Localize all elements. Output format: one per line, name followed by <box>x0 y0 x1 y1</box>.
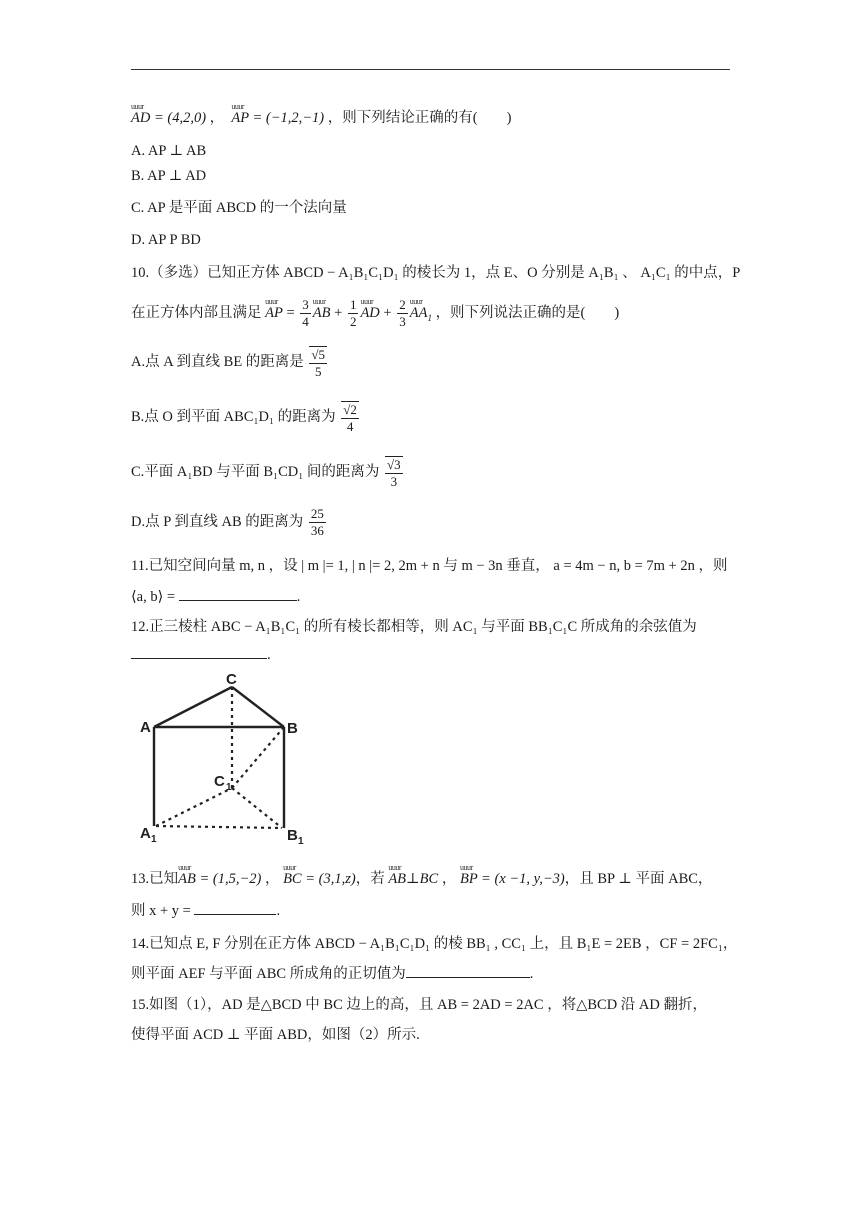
q11-line2: ⟨a, b⟩ = . <box>131 589 301 605</box>
q11-line1: 11.已知空间向量 m, n ，设 | m |= 1, | n |= 2, 2m + n 与 m − 3n 垂直， a = 4m − n, b = 7m + 2n ，则 <box>131 558 728 574</box>
q9-vector-ad: uuur AD = (4,2,0) <box>131 108 206 128</box>
q9-option-d: D. AP P BD <box>131 232 201 248</box>
q12-line1: 12.正三棱柱 ABC − A₁B₁C₁ 的所有棱长都相等，则 AC₁ 与平面 BB₁C₁C 所成角的余弦值为 <box>131 619 697 635</box>
q13-answer-blank[interactable] <box>194 902 276 915</box>
q14-line1: 14.已知点 E, F 分别在正方体 ABCD − A₁B₁C₁D₁ 的棱 BB₁ , CC₁ 上，且 B₁E = 2EB ，CF = 2FC₁， <box>131 936 738 952</box>
q9-stem: uuur AD = (4,2,0) ， uuur AP = (−1,2,−1) ，则下列结论正确的有( ) <box>131 108 731 128</box>
label-B: B <box>287 720 298 737</box>
q10-option-b: B.点 O 到平面 ABC₁D₁ 的距离为 $\frac{√2}{4}$ <box>131 401 357 434</box>
q10-option-d: D.点 P 到直线 AB 的距离为 $\frac{25}{36}$ <box>131 506 324 539</box>
q11-answer-blank[interactable] <box>179 588 297 601</box>
q14-answer-blank[interactable] <box>406 965 530 978</box>
label-A: A <box>140 719 151 736</box>
label-C1-sub: 1 <box>226 782 232 793</box>
q15-line2: 使得平面 ACD ⊥ 平面 ABD，如图（2）所示. <box>131 1027 420 1043</box>
prism-figure <box>138 668 318 850</box>
q9-question: ，则下列结论正确的有( ) <box>327 110 512 126</box>
q10-line2: 在正方体内部且满足 uuur AP = $\frac{3}{4}$ uuur AB + $\frac{1}{2}$ uuur AD + $\frac{2}{3}$ uuur $AA_1$ ，则下列说法正确的是( ) <box>131 296 731 335</box>
q10-line2-pre: 在正方体内部且满足 <box>131 305 262 321</box>
header-rule <box>131 69 730 70</box>
q9-option-b: B. AP ⊥ AD <box>131 168 207 184</box>
q15-line1: 15.如图（1），AD 是△BCD 中 BC 边上的高，且 AB = 2AD = 2AC ，将△BCD 沿 AD 翻折， <box>131 997 707 1013</box>
label-B1: B <box>287 827 298 844</box>
q9-vector-ap: uuur AP = (−1,2,−1) <box>231 108 324 128</box>
q14-line2: 则平面 AEF 与平面 ABC 所成角的正切值为 . <box>131 966 534 982</box>
q10-option-a: A.点 A 到直线 BE 的距离是 $\frac{√5}{5}$ <box>131 346 326 379</box>
label-A1-sub: 1 <box>151 834 157 845</box>
q9-option-c: C. AP 是平面 ABCD 的一个法向量 <box>131 200 347 216</box>
q10-option-c: C.平面 A₁BD 与平面 B₁CD₁ 间的距离为 $\frac{√3}{3}$ <box>131 456 401 489</box>
label-C1: C <box>214 773 225 790</box>
q12-answer-blank[interactable] <box>131 646 267 659</box>
label-A1: A <box>140 825 151 842</box>
label-B1-sub: 1 <box>298 836 304 847</box>
q12-line2: . <box>131 645 731 665</box>
q13-line2: 则 x + y = . <box>131 903 281 919</box>
q10-line1: 10.（多选）已知正方体 ABCD − A₁B₁C₁D₁ 的棱长为 1，点 E、O 分别是 A₁B₁ 、 A₁C₁ 的中点，P <box>131 265 741 281</box>
q9-option-a: A. AP ⊥ AB <box>131 143 207 159</box>
q10-line2-post: ，则下列说法正确的是( ) <box>435 305 620 321</box>
label-C: C <box>226 671 237 688</box>
q13-line1: 13.已知uuur AB = (1,5,−2) ， uuur BC = (3,1,z)，若 uuur AB⊥BC ， uuur BP = (x −1, y,−3)，且 BP ⊥ 平面 ABC， <box>131 869 731 889</box>
